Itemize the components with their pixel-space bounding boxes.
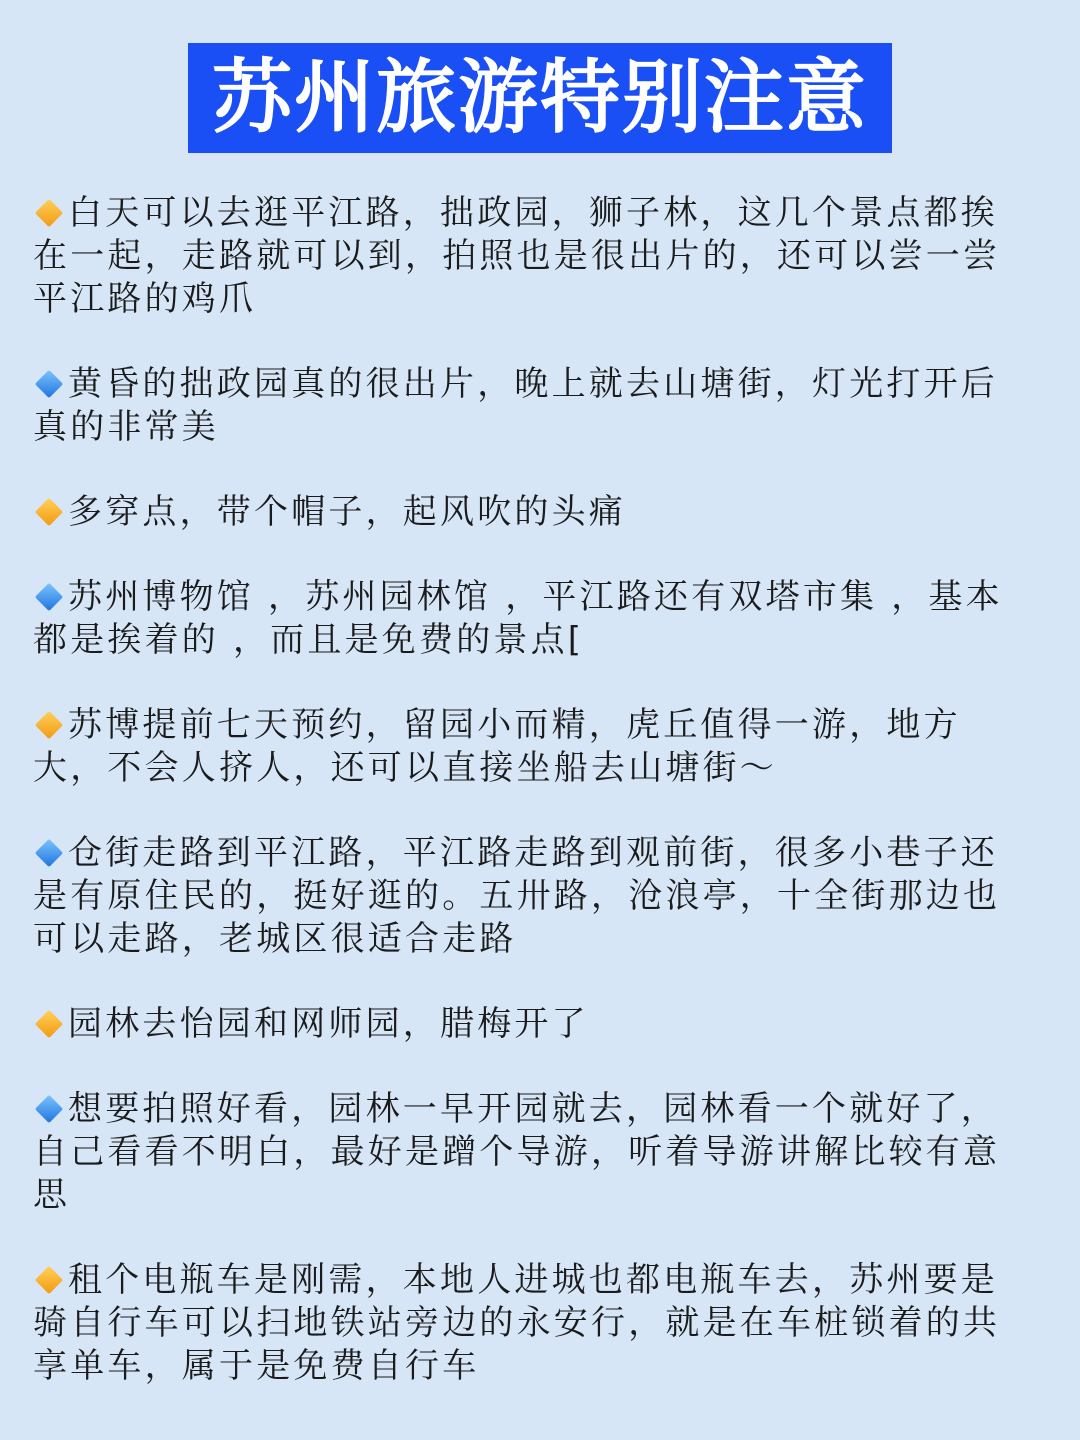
blue-diamond-icon [35,1095,63,1123]
orange-diamond-icon [35,1266,63,1294]
tip-text: 园林去怡园和网师园，腊梅开了 [68,1004,589,1044]
tip-item [33,192,1018,321]
tip-item [33,491,1018,534]
tip-text: 苏州博物馆 ，苏州园林馆 ，平江路还有双塔市集 ，基本都是挨着的 ，而且是免费的景点[ [33,577,1003,660]
orange-diamond-icon [35,199,63,227]
tip-text: 黄昏的拙政园真的很出片，晚上就去山塘街，灯光打开后真的非常美 [33,364,998,447]
tip-item [33,576,1018,662]
page-title: 苏州旅游特别注意 [212,51,868,144]
tip-item [33,363,1018,449]
tip-item [33,1003,1018,1046]
blue-diamond-icon [35,583,63,611]
tip-text: 仓街走路到平江路，平江路走路到观前街，很多小巷子还是有原住民的，挺好逛的。五卅路，沧浪亭，十全街那边也可以走路，老城区很适合走路 [33,833,1001,959]
blue-diamond-icon [35,839,63,867]
tip-item [33,1259,1018,1388]
orange-diamond-icon [35,1010,63,1038]
tip-text: 多穿点，带个帽子，起风吹的头痛 [68,492,626,532]
blue-diamond-icon [35,370,63,398]
tip-text: 白天可以去逛平江路，拙政园，狮子林，这几个景点都挨在一起，走路就可以到，拍照也是很出片的，还可以尝一尝平江路的鸡爪 [33,193,1001,319]
tip-item [33,1088,1018,1217]
tip-text: 想要拍照好看，园林一早开园就去，园林看一个就好了，自己看看不明白，最好是蹭个导游，听着导游讲解比较有意思 [33,1089,1001,1215]
orange-diamond-icon [35,498,63,526]
tip-text: 苏博提前七天预约，留园小而精，虎丘值得一游，地方大，不会人挤人，还可以直接坐船去山塘街～ [33,705,961,788]
tip-item [33,832,1018,961]
title-banner [188,43,892,153]
tip-item [33,704,1018,790]
tips-list [33,192,1018,1430]
tip-text: 租个电瓶车是刚需，本地人进城也都电瓶车去，苏州要是骑自行车可以扫地铁站旁边的永安行，就是在车桩锁着的共享单车，属于是免费自行车 [33,1260,1001,1386]
orange-diamond-icon [35,711,63,739]
